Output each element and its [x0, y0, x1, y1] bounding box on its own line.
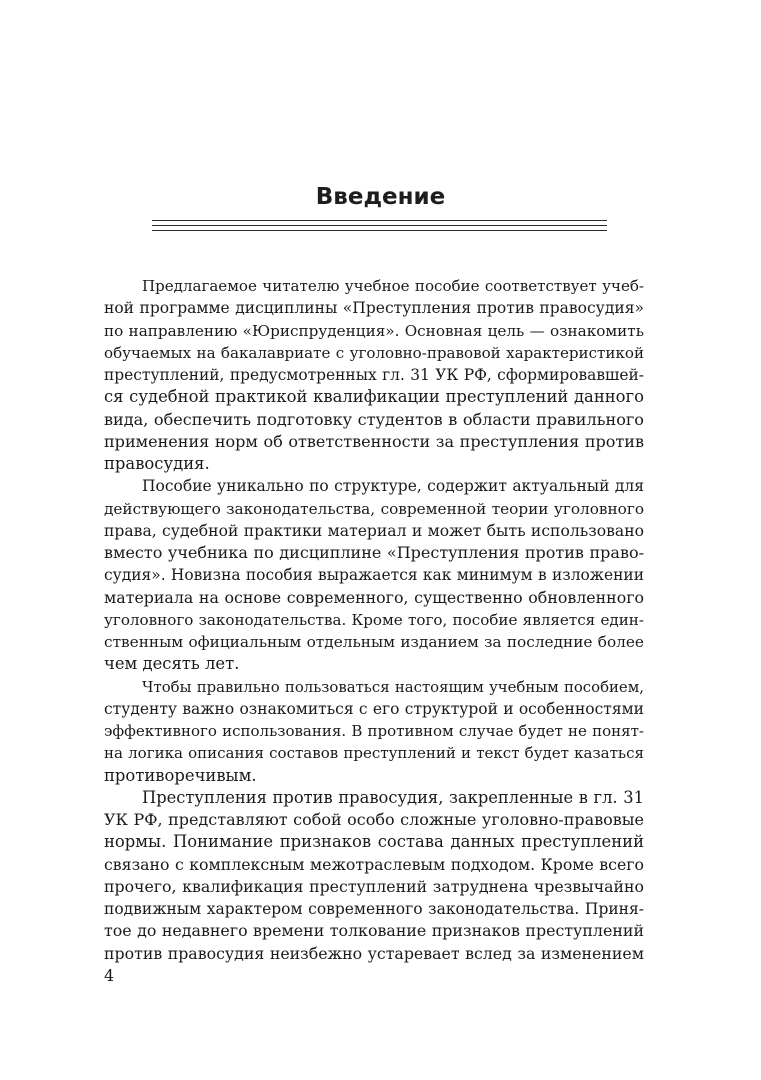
text-line: материала на основе современного, существенно обновленного [104, 587, 644, 607]
paragraph-3 [104, 676, 644, 787]
text-line: правосудия. [104, 454, 210, 473]
text-line: тое до недавнего времени толкование признаков преступлений [104, 921, 644, 941]
text-line: прочего, квалификация преступлений затруднена чрезвычайно [104, 876, 644, 896]
text-line: Предлагаемое читателю учебное пособие соответствует учеб- [142, 277, 644, 295]
text-line: ственным официальным отдельным изданием за последние более [104, 633, 644, 651]
text-line: Преступления против правосудия, закрепленные в гл. 31 [142, 787, 644, 807]
text-line: применения норм об ответственности за преступления против [104, 431, 644, 451]
text-line: против правосудия неизбежно устаревает вслед за изменением [104, 943, 644, 963]
page-number: 4 [104, 966, 115, 985]
chapter-title: Введение [315, 184, 446, 210]
text-line: обучаемых на бакалавриате с уголовно-правовой характеристикой [104, 343, 644, 362]
text-line: по направлению «Юриспруденция». Основная цель — ознакомить [104, 321, 644, 340]
text-line: УК РФ, представляют собой особо сложные уголовно-правовые [104, 810, 644, 829]
text-line: противоречивым. [104, 765, 257, 785]
title-underline-3 [152, 230, 607, 231]
text-line: на логика описания составов преступлений и текст будет казаться [104, 744, 644, 763]
paragraph-1 [104, 275, 644, 475]
text-line: вида, обеспечить подготовку студентов в области правильного [104, 409, 644, 429]
text-line: Пособие уникально по структуре, содержит актуальный для [142, 477, 644, 496]
text-line: ся судебной практикой квалификации преступлений данного [104, 387, 644, 407]
paragraph-4 [104, 787, 644, 965]
text-line: права, судебной практики материал и может быть использовано [104, 521, 644, 540]
text-line: вместо учебника по дисциплине «Преступления против право- [104, 543, 644, 562]
title-underline-2 [152, 225, 607, 226]
text-line: ной программе дисциплины «Преступления против правосудия» [104, 299, 644, 318]
text-line: судия». Новизна пособия выражается как минимум в изложении [104, 566, 644, 585]
text-line: преступлений, предусмотренных гл. 31 УК РФ, сформировавшей- [104, 366, 644, 384]
text-line: студенту важно ознакомиться с его структурой и особенностями [104, 699, 644, 718]
body-text [104, 275, 644, 965]
text-line: эффективного использования. В противном случае будет не понят- [104, 722, 644, 740]
paragraph-2 [104, 475, 644, 675]
title-underline-1 [152, 220, 607, 221]
text-line: нормы. Понимание признаков состава данных преступлений [104, 832, 644, 852]
text-line: чем десять лет. [104, 654, 240, 674]
text-line: связано с комплексным межотраслевым подходом. Кроме всего [104, 854, 644, 874]
text-line: действующего законодательства, современной теории уголовного [104, 499, 644, 518]
text-line: Чтобы правильно пользоваться настоящим учебным пособием, [142, 677, 644, 696]
text-line: подвижным характером современного законодательства. Приня- [104, 900, 644, 918]
text-line: уголовного законодательства. Кроме того, пособие является един- [104, 610, 644, 629]
